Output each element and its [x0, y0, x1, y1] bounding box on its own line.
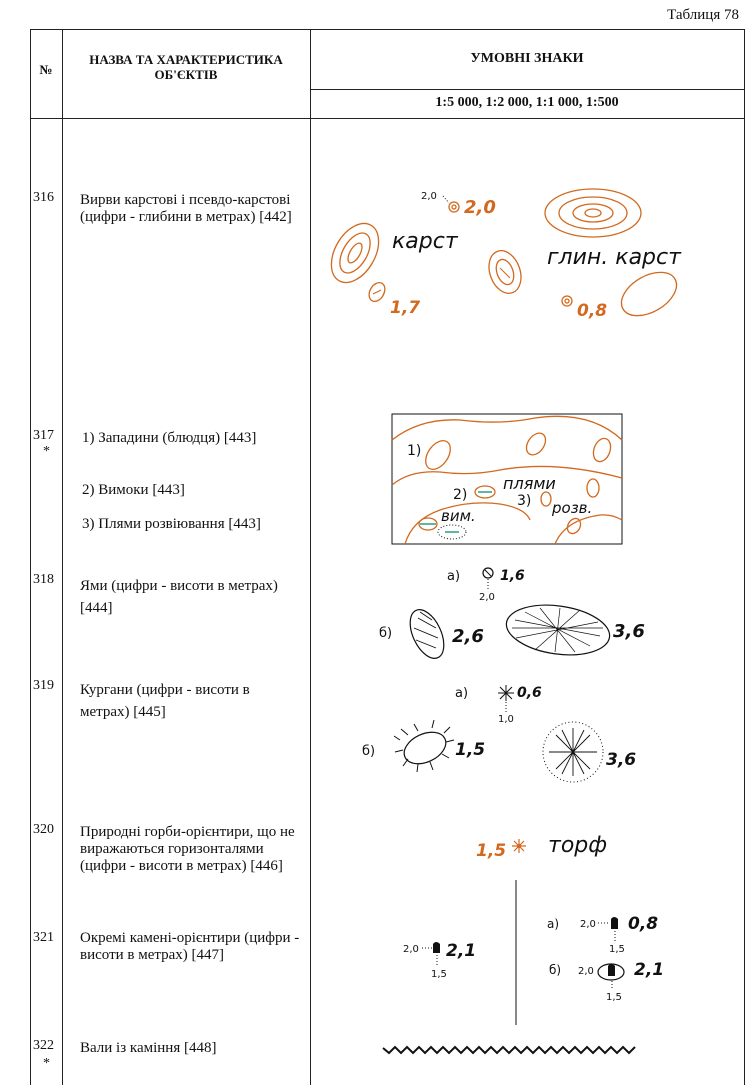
sign-317-rozv: розв.	[552, 499, 593, 517]
sign-321-a: а)	[547, 917, 560, 931]
sign-319-vb2: 3,6	[606, 750, 637, 770]
mound-small-icon	[498, 685, 514, 701]
glin-karst-center	[585, 209, 601, 217]
depression-4	[587, 479, 599, 497]
mound-medium	[399, 726, 451, 770]
row-317-item-3: 3) Плями розвіювання [443]	[82, 516, 261, 532]
row-322-star: *	[43, 1056, 50, 1071]
row-319-desc: Кургани (цифри - висоти в метрах) [445]	[80, 682, 250, 720]
contour-1	[392, 416, 622, 440]
sinkhole-small-2-hatch	[373, 290, 381, 294]
stone-rampart-line	[383, 1047, 635, 1053]
header-signs: УМОВНІ ЗНАКИ	[470, 51, 584, 66]
row-317-number: 317	[33, 428, 54, 443]
sign-317-l2: 2)	[453, 487, 468, 503]
sign-320-v: 1,5	[476, 841, 507, 861]
row-316-desc: Вирви карстові і псевдо-карстові (цифри - глибини в метрах) [442]	[80, 192, 292, 225]
sinkhole-small-3	[562, 296, 572, 306]
sinkhole-ellipse-mid	[334, 228, 377, 278]
sign-317-l3: 3)	[517, 493, 532, 509]
header-name: НАЗВА ТА ХАРАКТЕРИСТИКА ОБ'ЄКТІВ	[89, 52, 283, 82]
sinkhole-ellipse-inner	[345, 241, 365, 265]
contour-4	[555, 515, 622, 544]
sign-317-vym: вим.	[441, 507, 476, 525]
header-scales: 1:5 000, 1:2 000, 1:1 000, 1:500	[435, 95, 619, 110]
sign-317-l1: 1)	[407, 443, 422, 459]
sign-319-vb1: 1,5	[455, 740, 486, 760]
sign-319-va: 0,6	[517, 685, 542, 701]
pits-sign	[379, 568, 645, 663]
sinkhole-mid-inner	[493, 257, 517, 287]
sign-317-plyamy: плями	[503, 474, 556, 493]
depression-5	[565, 516, 583, 536]
row-317-item-1: 1) Западини (блюдця) [443]	[82, 430, 257, 446]
row-320-desc: Природні горби-орієнтири, що не виражаються горизонталями (цифри - висоти в метрах) [446]	[80, 824, 295, 874]
sign-319-a: а)	[455, 686, 469, 701]
stone-a-icon	[611, 917, 618, 929]
hill-icon-center	[517, 844, 521, 848]
glin-karst-mid	[559, 197, 627, 229]
row-316-number: 316	[33, 190, 54, 205]
sign-318-va: 1,6	[500, 568, 525, 584]
row-322-number: 322	[33, 1038, 54, 1053]
stones-sign	[403, 880, 664, 1025]
sign-321-hb: 1,5	[606, 992, 622, 1003]
row-321-number: 321	[33, 930, 54, 945]
depression-1	[421, 436, 456, 474]
sign-319-da: 1,0	[498, 714, 514, 725]
sign-318-b: б)	[379, 626, 393, 641]
sinkhole-mid-hatch	[500, 268, 510, 278]
sinkhole-ellipse-outer	[322, 215, 389, 290]
glin-karst-inner	[573, 204, 613, 222]
pit-medium-hatch	[414, 612, 438, 648]
blow-spot	[541, 492, 551, 506]
row-322-desc: Вали із каміння [448]	[80, 1040, 217, 1056]
hills-sign	[476, 833, 607, 861]
sign-316-v1: 2,0	[464, 197, 496, 218]
sign-319-b: б)	[362, 744, 376, 759]
row-317-star: *	[43, 444, 50, 459]
pseudo-karst-outline	[614, 263, 684, 324]
sign-321-da: 2,0	[580, 919, 596, 930]
row-319-number: 319	[33, 678, 54, 693]
depression-2	[523, 430, 550, 459]
sign-321-hl: 1,5	[431, 969, 447, 980]
sinkhole-mid-outer	[483, 246, 526, 298]
sign-321-vb: 2,1	[634, 960, 665, 980]
depressions-map-box	[392, 414, 622, 544]
dim-leader	[443, 196, 449, 203]
row-320-number: 320	[33, 822, 54, 837]
sign-321-b: б)	[549, 963, 562, 977]
stone-b-icon	[608, 964, 615, 976]
mounds-sign	[362, 685, 636, 782]
sign-316-dim: 2,0	[421, 191, 437, 202]
table-label: Таблиця 78	[667, 7, 739, 23]
sign-321-db: 2,0	[578, 966, 594, 977]
sinkhole-small-3-inner	[565, 299, 569, 303]
sign-316-karst: карст	[392, 229, 458, 254]
sign-321-vl: 2,1	[446, 941, 477, 961]
sign-321-va: 0,8	[628, 914, 659, 934]
pit-medium	[403, 605, 450, 664]
sign-316-v3: 0,8	[577, 301, 608, 321]
pit-small-hatch	[485, 570, 491, 576]
sign-321-dl: 2,0	[403, 944, 419, 955]
sign-320-torf: торф	[548, 833, 608, 858]
sign-318-vb2: 3,6	[613, 621, 645, 642]
row-321-desc: Окремі камені-орієнтири (цифри - висоти в метрах) [447]	[80, 930, 300, 963]
sign-318-vb1: 2,6	[452, 626, 484, 647]
sign-318-a: а)	[447, 569, 461, 584]
row-318-number: 318	[33, 572, 54, 587]
sign-318-da: 2,0	[479, 592, 495, 603]
row-318-desc: Ями (цифри - висоти в метрах) [444]	[80, 578, 278, 616]
stone-left-icon	[433, 942, 440, 953]
header-number: №	[39, 62, 53, 77]
row-317-item-2: 2) Вимоки [443]	[82, 482, 185, 498]
depression-3	[590, 436, 613, 464]
sign-316-v2: 1,7	[390, 298, 421, 318]
mound-large-rays	[549, 728, 597, 776]
sinkhole-small-1-inner	[452, 205, 456, 209]
sinkhole-small-1	[449, 202, 459, 212]
sign-316-glin: глин. карст	[547, 245, 681, 270]
sign-321-ha: 1,5	[609, 944, 625, 955]
karst-sinkholes-sign	[322, 189, 684, 325]
